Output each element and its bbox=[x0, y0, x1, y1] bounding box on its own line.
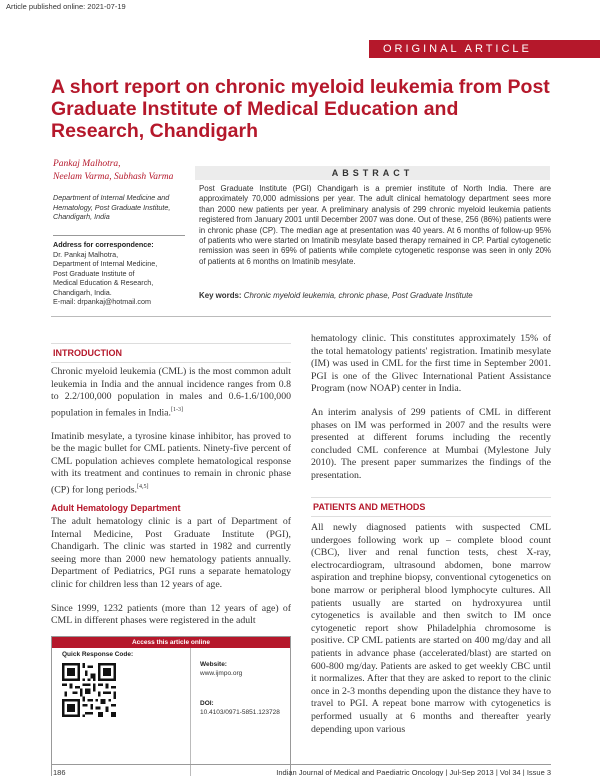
left-column-intro bbox=[51, 366, 291, 508]
correspondence-line: Post Graduate Institute of bbox=[53, 268, 135, 278]
author-line-2: Neelam Varma, Subhash Varma bbox=[53, 172, 174, 182]
footer-divider bbox=[51, 764, 551, 765]
published-date-line: Article published online: 2021-07-19 bbox=[6, 2, 126, 11]
access-box-divider bbox=[190, 648, 191, 776]
doi-label: DOI: bbox=[200, 700, 214, 707]
correspondence-block bbox=[53, 240, 189, 307]
doi-value[interactable]: 10.4103/0971-5851.123728 bbox=[200, 709, 280, 716]
patients-methods-heading: PATIENTS AND METHODS bbox=[311, 497, 551, 517]
correspondence-line: Department of Internal Medicine, bbox=[53, 259, 158, 268]
intro-paragraph-1-text: Chronic myeloid leukemia (CML) is the most common adult leukemia in India and the annual incidence ranges from 0.8 to 2.2/100,000 population in males and 0.6-1.6/100,000 population in females in India. bbox=[51, 366, 291, 419]
intro-paragraph-1 bbox=[51, 366, 291, 420]
keywords-value: Chronic myeloid leukemia, chronic phase, Post Graduate Institute bbox=[243, 291, 473, 300]
qr-code-icon bbox=[62, 663, 116, 717]
correspondence-line: Medical Education & Research, bbox=[53, 278, 154, 287]
correspondence-heading: Address for correspondence: bbox=[53, 240, 154, 249]
department-paragraph-1: The adult hematology clinic is a part of Department of Internal Medicine, Post Graduate Institute (PGI), Chandigarh. The clinic was started in 1982 and currently seeing more than 2000 new hematology patients annually. Department of Pediatrics, PGI runs a separate hematology clinic for children less than 12 years of age. bbox=[51, 516, 291, 590]
author-line-1: Pankaj Malhotra, bbox=[53, 159, 121, 169]
access-box-title: Access this article online bbox=[52, 637, 290, 648]
correspondence-divider bbox=[53, 235, 185, 236]
correspondence-line: Chandigarh, India. bbox=[53, 287, 112, 297]
access-online-box bbox=[51, 636, 291, 776]
correspondence-email: E-mail: drpankaj@hotmail.com bbox=[53, 297, 151, 306]
header-divider bbox=[51, 316, 551, 317]
intro-paragraph-2-ref: [4,5] bbox=[137, 484, 149, 491]
keywords-label: Key words: bbox=[199, 291, 242, 300]
website-label: Website: bbox=[200, 661, 227, 668]
website-link[interactable]: www.ijmpo.org bbox=[200, 670, 243, 677]
author-list bbox=[53, 158, 173, 184]
intro-paragraph-1-ref: [1-3] bbox=[170, 406, 183, 413]
affiliation: Department of Internal Medicine and Hematology, Post Graduate Institute, Chandigarh, India bbox=[53, 193, 171, 221]
right-column-methods bbox=[311, 522, 551, 747]
right-column-continuation bbox=[311, 333, 551, 494]
correspondence-line: Dr. Pankaj Malhotra, bbox=[53, 249, 119, 259]
abstract-heading: ABSTRACT bbox=[195, 166, 550, 180]
keywords-line bbox=[199, 291, 551, 300]
article-type-banner: ORIGINAL ARTICLE bbox=[369, 40, 600, 58]
intro-paragraph-2-text: Imatinib mesylate, a tyrosine kinase inhibitor, has proved to be the magic bullet for CML patients. Ninety-five percent of CML population achieves complete hematological response with its treatment and continues to remain in chronic phase (CP) for long periods. bbox=[51, 430, 291, 496]
intro-paragraph-2 bbox=[51, 431, 291, 497]
left-column-department bbox=[51, 516, 291, 639]
article-title: A short report on chronic myeloid leukemia from Post Graduate Institute of Medical Education and Research, Chandigarh bbox=[51, 76, 550, 142]
page-number: 186 bbox=[53, 768, 66, 776]
methods-paragraph: All newly diagnosed patients with suspected CML undergoes following work up – complete blood count (CBC), liver and renal function tests, chest X-ray, electrocardiogram, ultrasound abdomen, bone marrow aspiration and trephine biopsy, conventional cytogenetics on bone marrow or peripheral blood lymphocyte cultures. All patients usually are started on hydroxyurea until cytogenetics is available and then switch to IM once cytogenetic report show Philadelphia chromosome is positive. CP CML patients are started on 400 mg/day and all patients in advance phase (accelerated/blast) are started on 600-800 mg/day. Patients are asked to get weekly CBC until it normalizes. After that they are asked to report to the clinic once in 2-3 months depending upon the distance they have to travel to PGI. A repeat bone marrow with cytogenetics is performed usually at 6 months and thereafter yearly depending upon various bbox=[311, 522, 551, 735]
abstract-body: Post Graduate Institute (PGI) Chandigarh is a premier institute of North India. There are approximately 70,000 admissions per year. The adult clinical hematology department sees more than 2000 new patients per year. A preliminary analysis of 299 chronic myeloid leukemia patients registered from January 2001 until December 2007 was done. Out of these, 256 (86%) patients were in chronic phase (CP). The median age at presentation was 40 years. At 6 months of follow-up 95% of patients who were started on Imatinib mesylate based therapy remained in CP. Partial cytogenetic remission was seen in 69% of patients while complete cytogenetic response was seen in only 20% of patients at 6 months on Imatinib mesylate. bbox=[199, 184, 551, 266]
right-paragraph-2: An interim analysis of 299 patients of CML in different phases on IM was performed in 2007 and the results were presented at different forums including the recently concluded CML conference at Mumbai (Mylestone July 2010). The present paper summarizes the findings of the presentation. bbox=[311, 406, 551, 481]
department-paragraph-2: Since 1999, 1232 patients (more than 12 years of age) of CML in different phases were registered in the adult bbox=[51, 602, 291, 627]
right-paragraph-1: hematology clinic. This constitutes approximately 15% of the total hematology patients' registration. Imatinib mesylate (IM) was used in CML for the first time in September 2001. PGI is one of the Glivec International Patient Assistance Program (now NOAP) center in India. bbox=[311, 333, 551, 395]
qr-code-label: Quick Response Code: bbox=[62, 651, 134, 658]
journal-citation: Indian Journal of Medical and Paediatric Oncology | Jul-Sep 2013 | Vol 34 | Issue 3 bbox=[276, 768, 551, 776]
introduction-heading: INTRODUCTION bbox=[51, 343, 291, 363]
adult-hematology-subheading: Adult Hematology Department bbox=[51, 503, 181, 513]
